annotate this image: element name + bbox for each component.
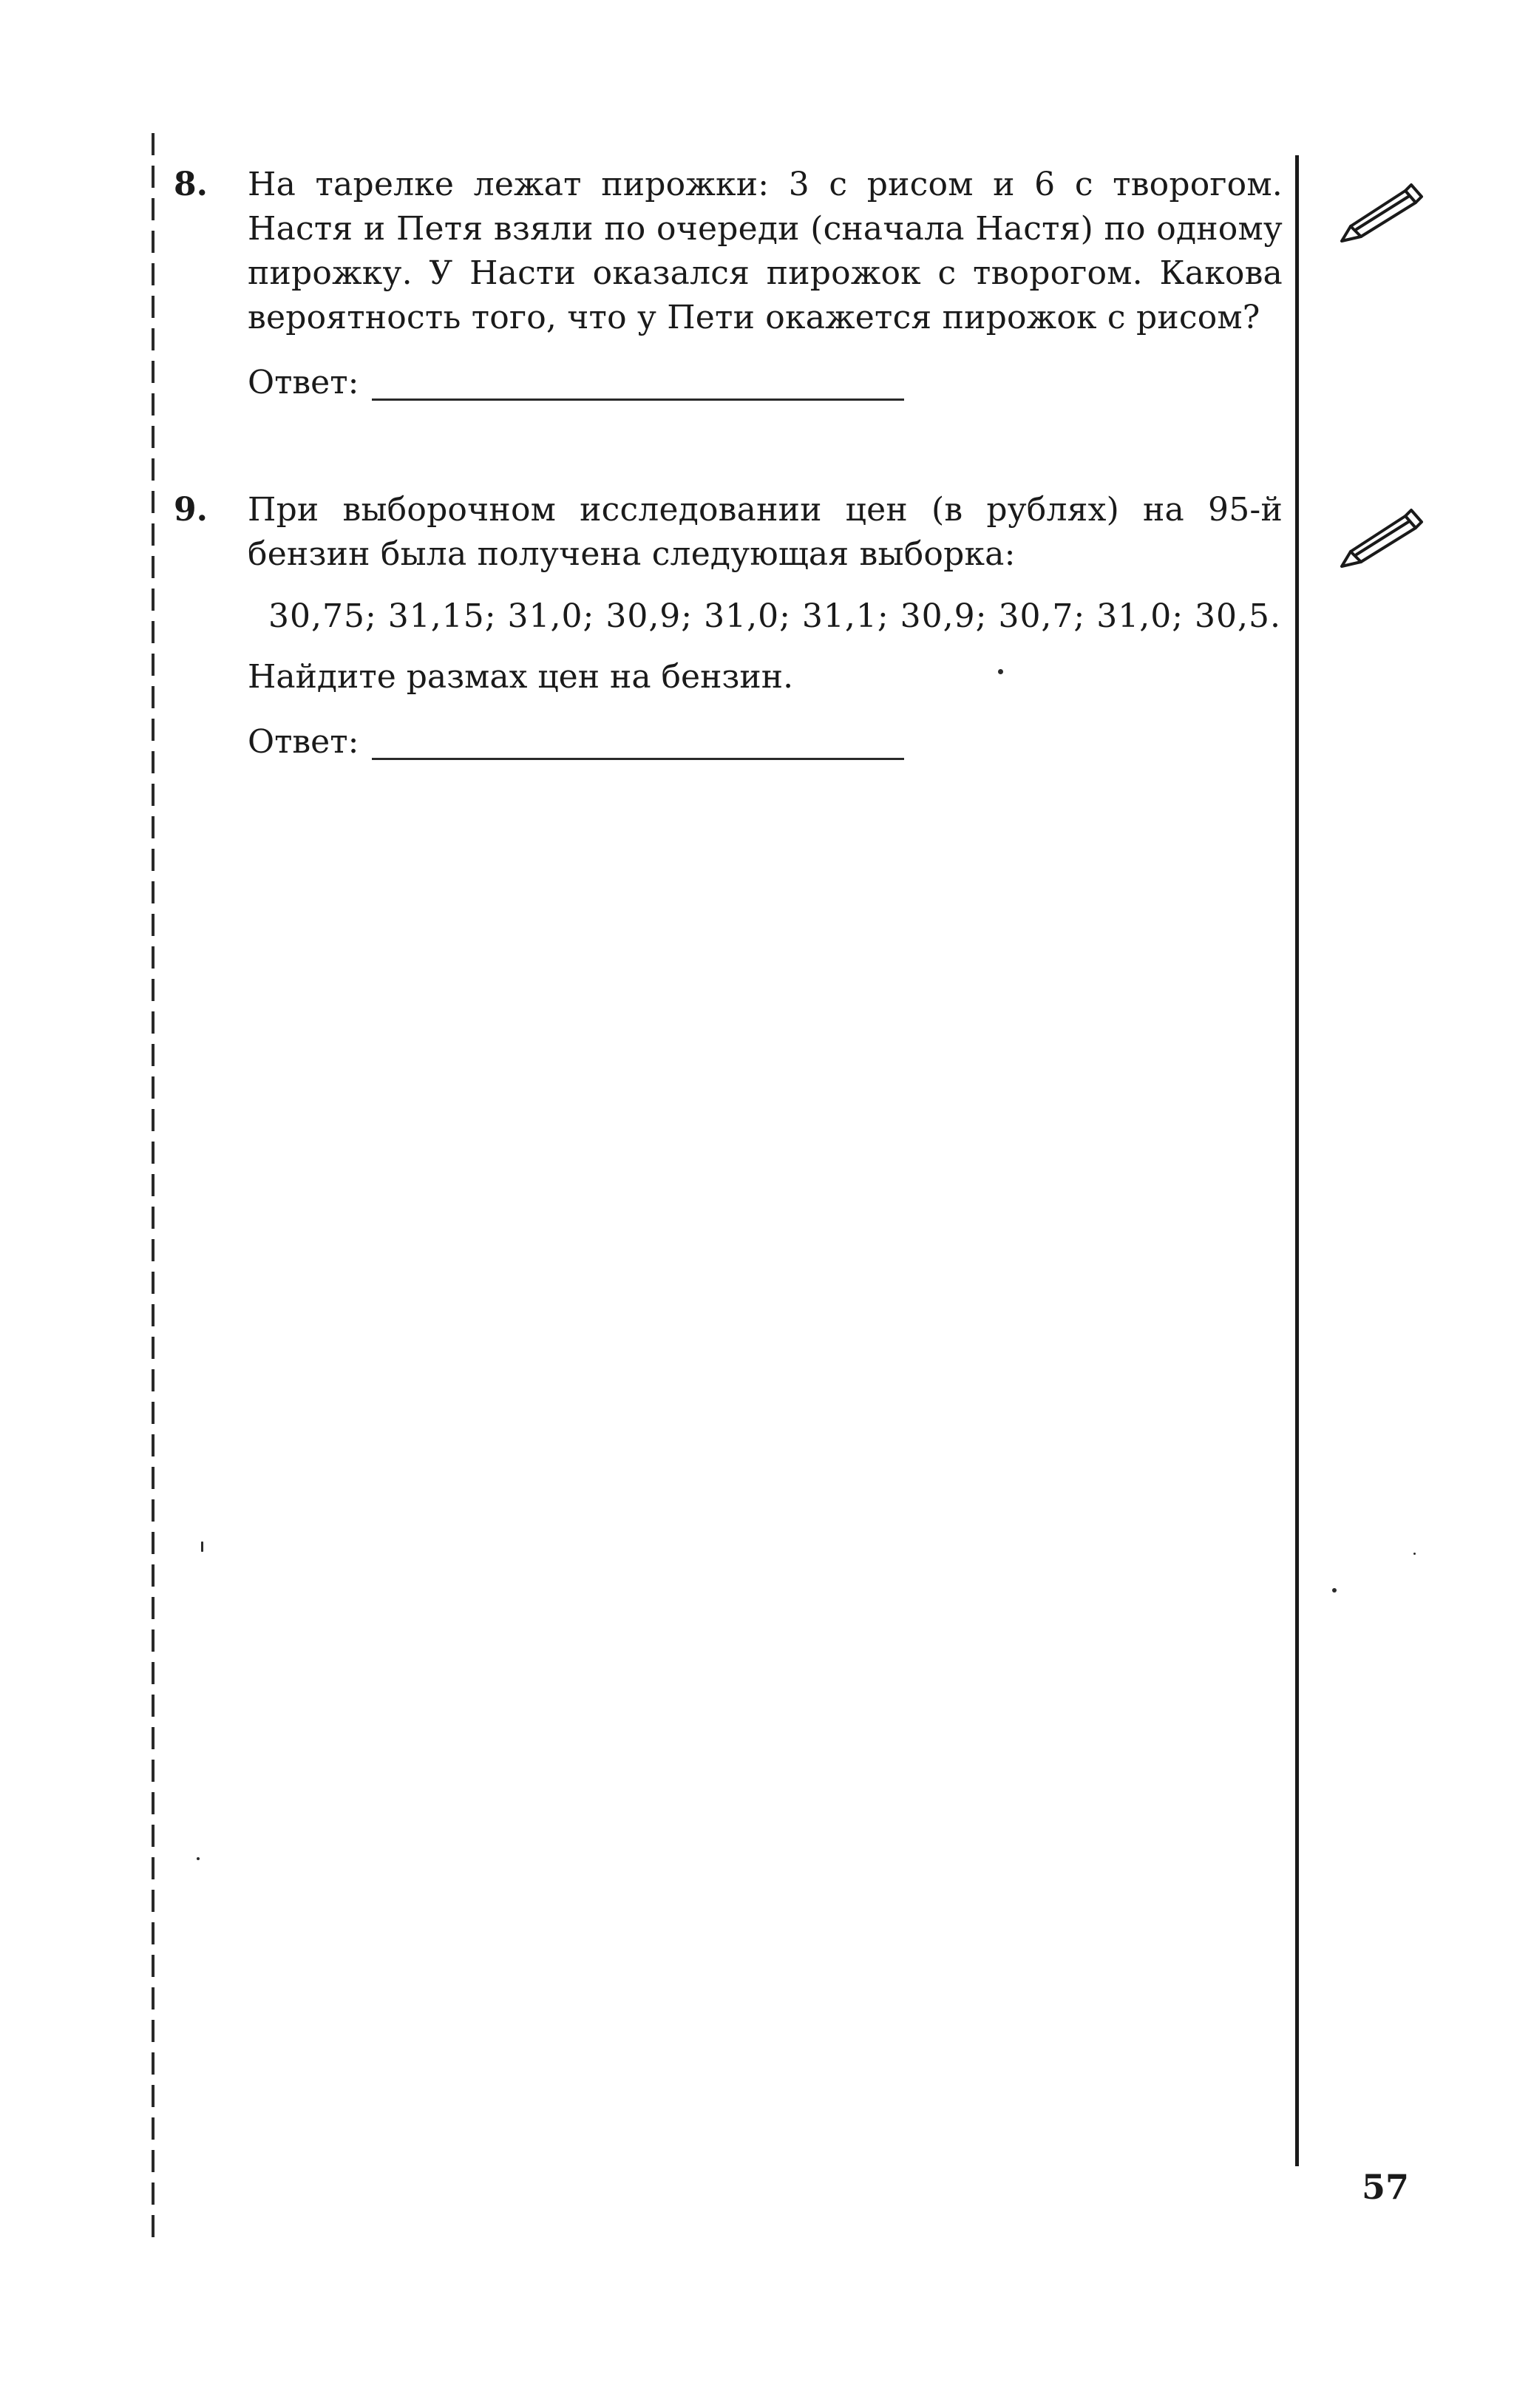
print-speck [197, 1857, 200, 1860]
pen-icon [1334, 177, 1430, 244]
answer-label: Ответ: [248, 364, 359, 401]
cut-line [152, 133, 155, 2248]
answer-row [248, 720, 1283, 764]
answer-row [248, 361, 1283, 405]
print-speck [998, 669, 1003, 674]
pen-icon [1334, 503, 1430, 569]
task-number: 9. [174, 491, 208, 529]
print-speck [201, 1542, 203, 1552]
margin-rule [1295, 155, 1299, 2166]
task-number: 8. [174, 166, 208, 203]
answer-field[interactable] [372, 366, 904, 401]
task-body [248, 488, 1283, 764]
task-body [248, 163, 1283, 405]
task-text: При выборочном исследовании цен (в рублях) на 95-й бензин была получена следующая выборка: [248, 491, 1283, 573]
sample-values: 30,75; 31,15; 31,0; 30,9; 31,0; 31,1; 30,9; 30,7; 31,0; 30,5. [268, 597, 1281, 635]
print-speck [1413, 1553, 1416, 1555]
page-number: 57 [1362, 2167, 1410, 2207]
print-speck [1332, 1588, 1337, 1593]
answer-label: Ответ: [248, 723, 359, 761]
answer-field[interactable] [372, 725, 904, 760]
task-question: Найдите размах цен на бензин. [248, 658, 794, 696]
task-text: На тарелке лежат пирожки: 3 с рисом и 6 с творогом. Настя и Петя взяли по очереди (сначала Настя) по одному пирожку. У Насти оказался пирожок с творогом. Какова вероятность того, что у Пети окажется пирожок с рисом? [248, 166, 1283, 336]
